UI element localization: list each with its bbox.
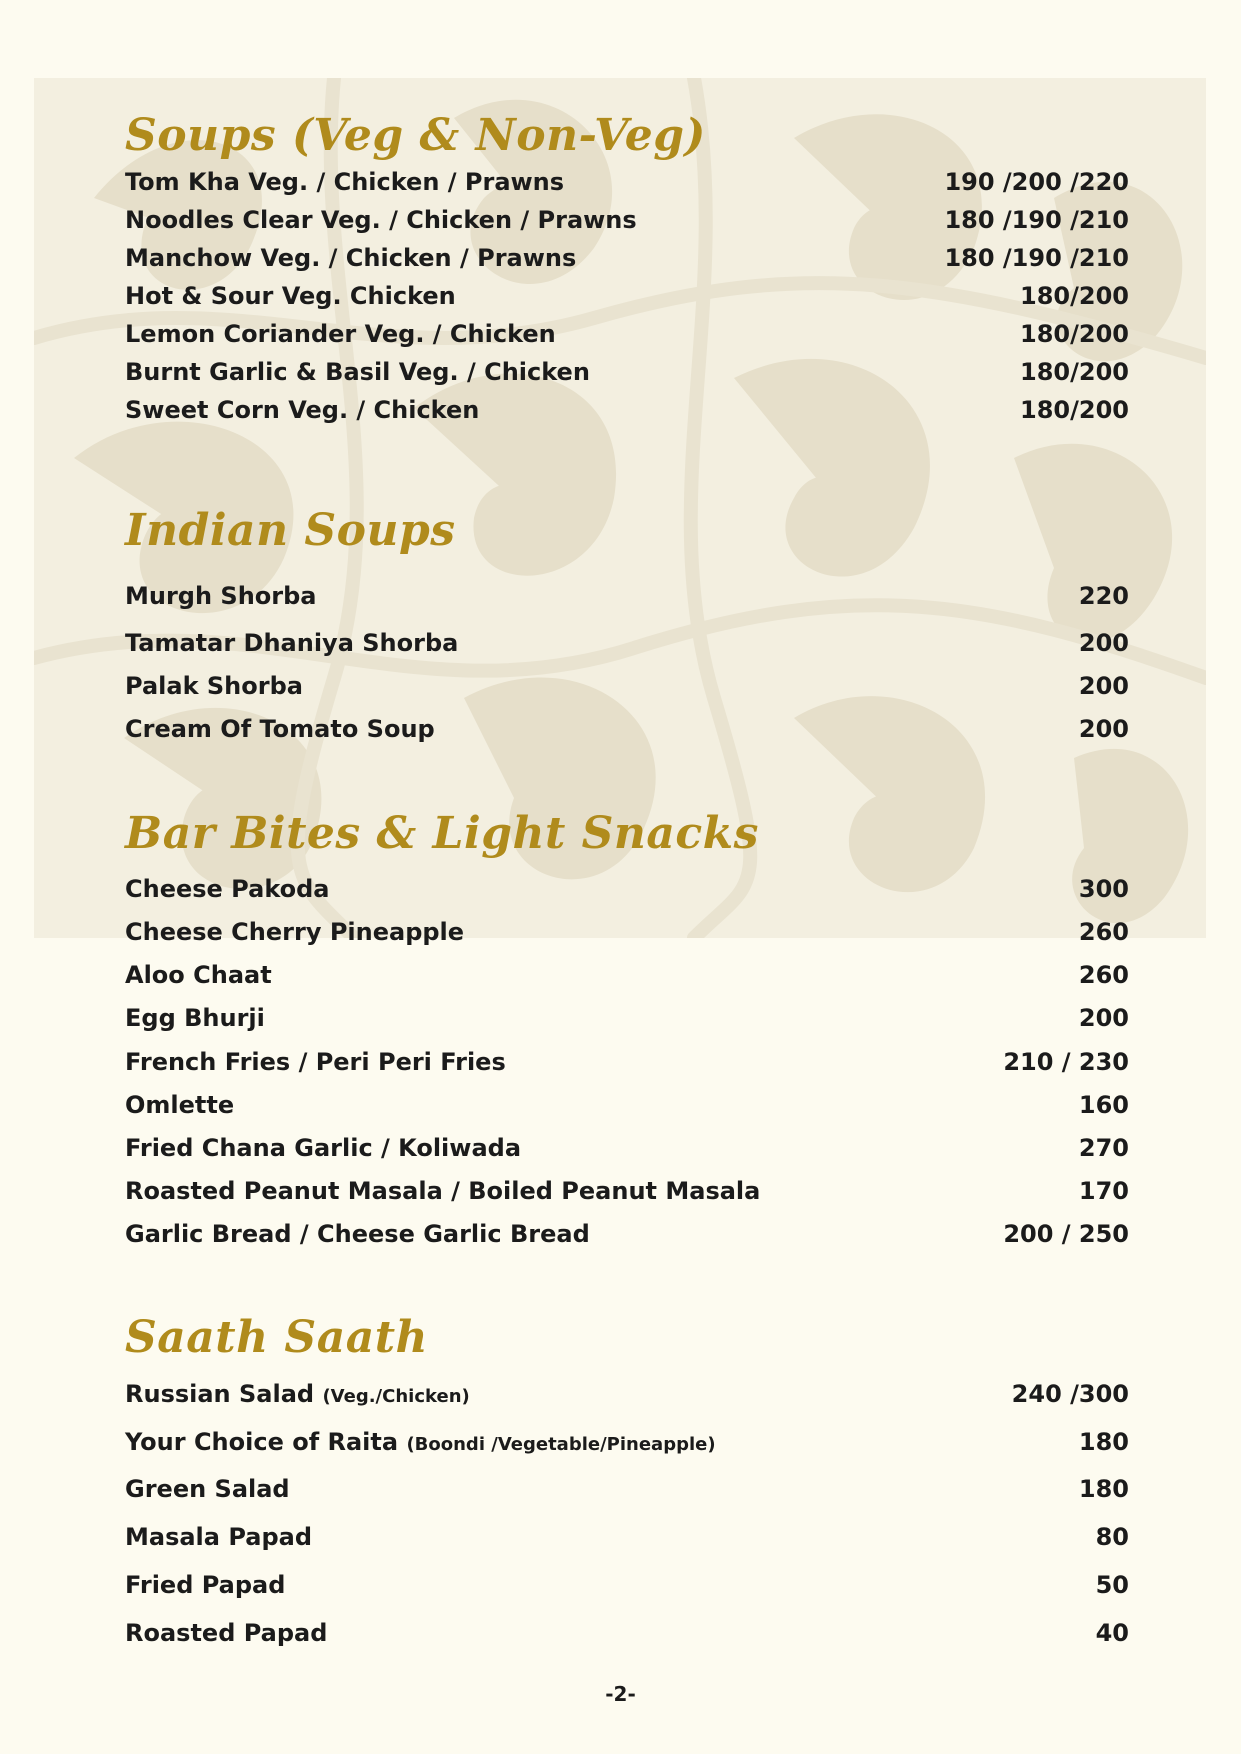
menu-item: [125, 914, 1129, 950]
item-name: Cheese Pakoda: [125, 875, 330, 903]
item-name: Palak Shorba: [125, 672, 303, 700]
menu-item: [125, 1044, 1129, 1080]
item-name: Green Salad: [125, 1475, 290, 1503]
item-name: Roasted Papad: [125, 1619, 328, 1647]
item-name: Burnt Garlic & Basil Veg. / Chicken: [125, 358, 590, 386]
section-title-soups: Soups (Veg & Non-Veg): [125, 110, 706, 161]
item-price: 200 / 250: [1003, 1220, 1129, 1248]
menu-item: [125, 1216, 1129, 1252]
item-name: Tom Kha Veg. / Chicken / Prawns: [125, 168, 565, 196]
menu-item: [125, 1615, 1129, 1651]
item-price: 220: [1078, 582, 1129, 610]
item-name: French Fries / Peri Peri Fries: [125, 1048, 506, 1076]
menu-item: [125, 957, 1129, 993]
menu-item: [125, 711, 1129, 747]
item-price: 200: [1078, 1004, 1129, 1032]
item-price: 180/200: [1020, 396, 1129, 424]
menu-item: [125, 202, 1129, 238]
item-note: (Veg./Chicken): [322, 1386, 470, 1407]
menu-item: [125, 278, 1129, 314]
item-name: Russian Salad: [125, 1380, 315, 1408]
item-name: Aloo Chaat: [125, 961, 272, 989]
item-name: Lemon Coriander Veg. / Chicken: [125, 320, 556, 348]
item-name: Noodles Clear Veg. / Chicken / Prawns: [125, 206, 637, 234]
item-name: Hot & Sour Veg. Chicken: [125, 282, 456, 310]
item-note: (Boondi /Vegetable/Pineapple): [406, 1434, 716, 1455]
item-price: 190 /200 /220: [944, 168, 1129, 196]
section-title-indian-soups: Indian Soups: [125, 505, 456, 556]
item-price: 180 /190 /210: [944, 244, 1129, 272]
menu-item: [125, 1567, 1129, 1603]
menu-item: [125, 1424, 1129, 1460]
item-price: 210 / 230: [1003, 1048, 1129, 1076]
menu-item: [125, 1173, 1129, 1209]
item-name: Egg Bhurji: [125, 1004, 265, 1032]
item-price: 180/200: [1020, 282, 1129, 310]
section-bar-bites: [125, 806, 1129, 862]
item-price: 180 /190 /210: [944, 206, 1129, 234]
item-name: Masala Papad: [125, 1523, 313, 1551]
item-price: 200: [1078, 672, 1129, 700]
menu-item: [125, 1519, 1129, 1555]
item-price: 260: [1078, 961, 1129, 989]
item-name: Garlic Bread / Cheese Garlic Bread: [125, 1220, 590, 1248]
section-title-bar-bites: Bar Bites & Light Snacks: [125, 808, 759, 859]
item-price: 50: [1095, 1571, 1129, 1599]
item-name-group: [125, 1380, 470, 1408]
item-name: Fried Chana Garlic / Koliwada: [125, 1134, 522, 1162]
item-name: Roasted Peanut Masala / Boiled Peanut Masala: [125, 1177, 761, 1205]
item-price: 160: [1078, 1091, 1129, 1119]
item-name: Tamatar Dhaniya Shorba: [125, 629, 459, 657]
menu-item: [125, 625, 1129, 661]
item-name: Omlette: [125, 1091, 235, 1119]
item-price: 80: [1095, 1523, 1129, 1551]
item-name: Cheese Cherry Pineapple: [125, 918, 465, 946]
menu-item: [125, 316, 1129, 352]
item-name: Sweet Corn Veg. / Chicken: [125, 396, 480, 424]
item-price: 180: [1078, 1475, 1129, 1503]
item-price: 180: [1078, 1428, 1129, 1456]
item-price: 180/200: [1020, 320, 1129, 348]
item-name: Fried Papad: [125, 1571, 286, 1599]
section-saath-saath: [125, 1310, 1129, 1366]
page-number: -2-: [605, 1682, 636, 1706]
menu-item: [125, 354, 1129, 390]
item-price: 40: [1095, 1619, 1129, 1647]
section-title-saath-saath: Saath Saath: [125, 1312, 429, 1363]
item-name: Murgh Shorba: [125, 582, 317, 610]
menu-item: [125, 1376, 1129, 1412]
menu-item: [125, 1130, 1129, 1166]
item-price: 300: [1078, 875, 1129, 903]
item-price: 260: [1078, 918, 1129, 946]
item-price: 200: [1078, 715, 1129, 743]
item-price: 170: [1078, 1177, 1129, 1205]
menu-item: [125, 392, 1129, 428]
item-name: Manchow Veg. / Chicken / Prawns: [125, 244, 577, 272]
item-price: 270: [1078, 1134, 1129, 1162]
menu-item: [125, 871, 1129, 907]
section-indian-soups: [125, 503, 1129, 559]
menu-item: [125, 578, 1129, 614]
section-soups: [125, 108, 1129, 164]
menu-item: [125, 1471, 1129, 1507]
menu-item: [125, 1087, 1129, 1123]
menu-item: [125, 164, 1129, 200]
item-name-group: [125, 1428, 716, 1456]
item-price: 240 /300: [1011, 1380, 1129, 1408]
menu-item: [125, 668, 1129, 704]
item-name: Cream Of Tomato Soup: [125, 715, 435, 743]
item-price: 200: [1078, 629, 1129, 657]
item-name: Your Choice of Raita: [125, 1428, 399, 1456]
item-price: 180/200: [1020, 358, 1129, 386]
menu-item: [125, 1000, 1129, 1036]
menu-item: [125, 240, 1129, 276]
